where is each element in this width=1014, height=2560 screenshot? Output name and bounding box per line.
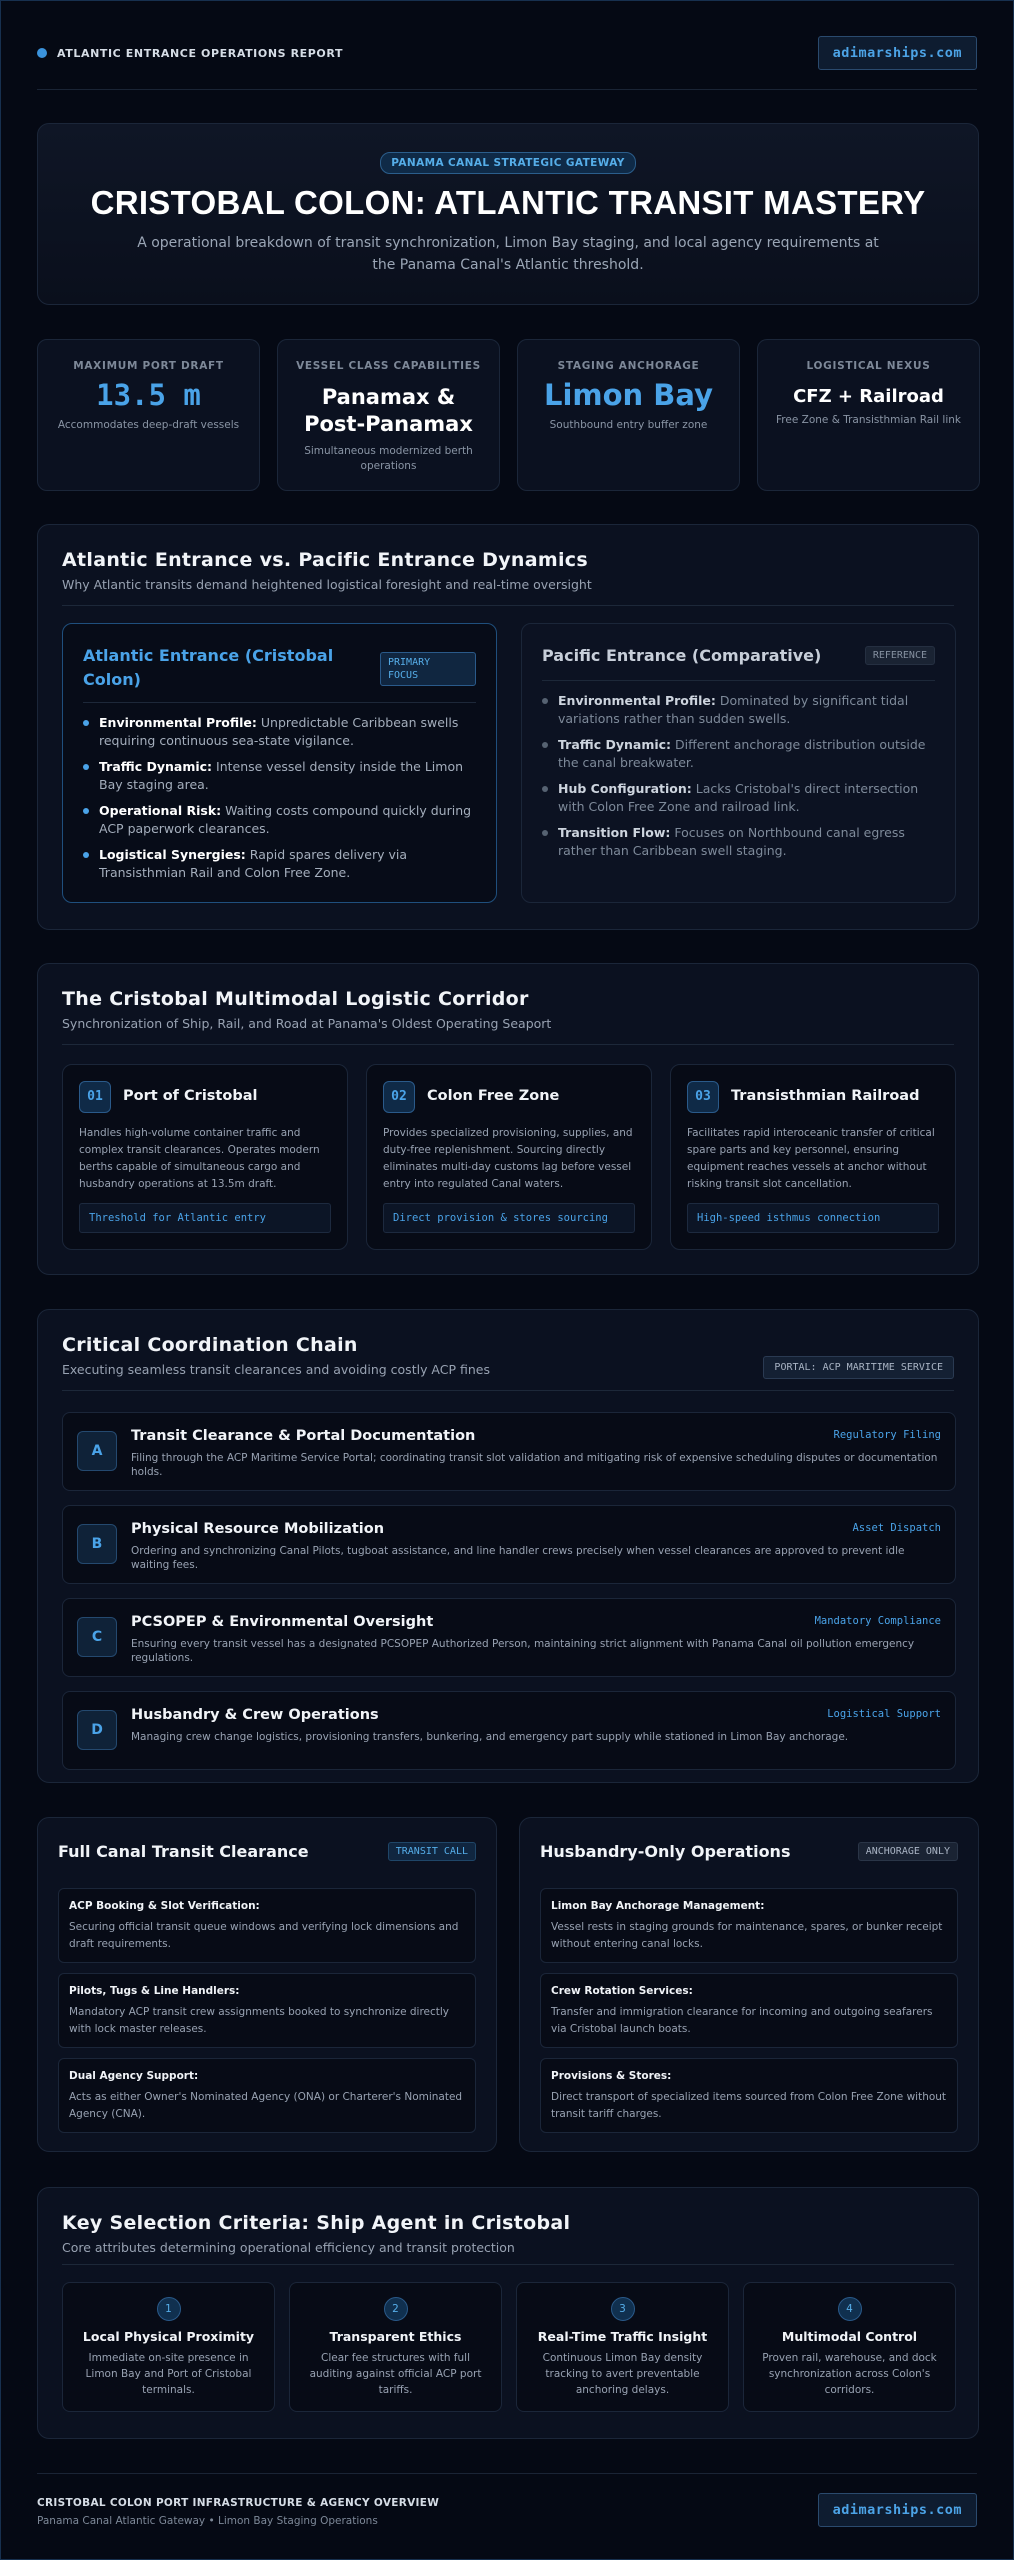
domain-link[interactable]: adimarships.com — [818, 36, 977, 70]
node-desc: Handles high-volume container traffic and complex transit clearances. Operates modern berths capable of simultaneous cargo and husbandry operations at 13.5m draft. — [79, 1127, 320, 1190]
item-label: Logistical Synergies: — [99, 847, 246, 862]
step-letter: B — [77, 1524, 117, 1564]
item-text: Dominated by significant tidal variations rather than sudden swells. — [558, 693, 909, 726]
ops-item-title: Provisions & Stores: — [551, 2070, 672, 2082]
stat-label: LOGISTICAL NEXUS — [806, 360, 931, 372]
panel-title: Full Canal Transit Clearance — [58, 1842, 309, 1861]
section-divider — [62, 1390, 954, 1391]
stat-sub: Simultaneous modernized berth operations — [304, 445, 473, 472]
stat-label: VESSEL CLASS CAPABILITIES — [296, 360, 481, 372]
section-divider — [62, 605, 954, 606]
criteria-desc: Proven rail, warehouse, and dock synchronization across Colon's corridors. — [762, 2352, 937, 2396]
corridor-node-railroad — [670, 1064, 956, 1250]
list-item — [83, 802, 478, 838]
node-desc: Facilitates rapid interoceanic transfer of critical spare parts and key personnel, ensuring equipment reaches vessels at anchor without risking transit slot cancellation. — [687, 1127, 935, 1190]
status-dot-icon — [37, 48, 47, 58]
panel-divider — [542, 680, 935, 681]
node-number: 03 — [687, 1081, 719, 1113]
corridor-node-port — [62, 1064, 348, 1250]
bullet-icon — [542, 786, 548, 792]
transit-call-tag: TRANSIT CALL — [388, 1842, 476, 1861]
corridor-node-free-zone — [366, 1064, 652, 1250]
ops-item-desc: Mandatory ACP transit crew assignments booked to synchronize directly with lock master releases. — [69, 2006, 450, 2035]
item-label: Environmental Profile: — [99, 715, 257, 730]
ops-item-title: Pilots, Tugs & Line Handlers: — [69, 1985, 240, 1997]
chain-step — [62, 1598, 956, 1677]
stat-label: STAGING ANCHORAGE — [557, 360, 700, 372]
ops-item-title: Limon Bay Anchorage Management: — [551, 1900, 765, 1912]
ops-item-title: Dual Agency Support: — [69, 2070, 199, 2082]
stat-value-line1: Panamax & — [321, 385, 456, 409]
criteria-number: 3 — [611, 2297, 635, 2321]
criteria-desc: Continuous Limon Bay density tracking to avert preventable anchoring delays. — [542, 2352, 703, 2396]
item-text: Rapid spares delivery via Transisthmian Rail and Colon Free Zone. — [99, 847, 408, 880]
node-footer: Threshold for Atlantic entry — [79, 1203, 331, 1233]
bullet-icon — [542, 698, 548, 704]
husbandry-ops-panel — [519, 1817, 979, 2152]
hero-title: CRISTOBAL COLON: ATLANTIC TRANSIT MASTERY — [90, 184, 926, 221]
item-label: Traffic Dynamic: — [99, 759, 213, 774]
ops-item — [58, 2058, 476, 2133]
coordination-section — [37, 1309, 979, 1783]
pacific-panel — [521, 623, 956, 903]
criteria-number: 2 — [384, 2297, 408, 2321]
stat-label: MAXIMUM PORT DRAFT — [73, 360, 224, 372]
list-item — [542, 692, 937, 728]
item-label: Traffic Dynamic: — [558, 737, 672, 752]
item-label: Operational Risk: — [99, 803, 222, 818]
atlantic-list — [83, 714, 478, 890]
section-title: Critical Coordination Chain — [62, 1334, 358, 1356]
node-desc: Provides specialized provisioning, supplies, and duty-free replenishment. Sourcing directly eliminates multi-day customs lag before vessel entry into regulated Canal waters. — [383, 1127, 633, 1190]
stat-sub: Free Zone & Transisthmian Rail link — [776, 414, 961, 426]
footer-domain-link[interactable]: adimarships.com — [818, 2493, 977, 2527]
section-subtitle: Executing seamless transit clearances and avoiding costly ACP fines — [62, 1362, 491, 1377]
step-title: Husbandry & Crew Operations — [131, 1707, 379, 1723]
criteria-title: Transparent Ethics — [329, 2329, 462, 2344]
item-text: Focuses on Northbound canal egress rather than Caribbean swell staging. — [558, 825, 905, 858]
pacific-list — [542, 692, 937, 868]
step-category: Asset Dispatch — [852, 1522, 941, 1534]
hero-badge: PANAMA CANAL STRATEGIC GATEWAY — [380, 152, 636, 174]
step-category: Regulatory Filing — [833, 1429, 941, 1441]
node-title: Port of Cristobal — [123, 1088, 258, 1104]
criteria-card — [743, 2282, 956, 2412]
node-title: Transisthmian Railroad — [731, 1088, 920, 1104]
item-text: Lacks Cristobal's direct intersection with Colon Free Zone and railroad link. — [558, 781, 919, 814]
section-title: Key Selection Criteria: Ship Agent in Cristobal — [62, 2212, 571, 2234]
node-footer: High-speed isthmus connection — [687, 1203, 939, 1233]
ops-item — [540, 1973, 958, 2048]
stat-sub: Accommodates deep-draft vessels — [57, 419, 240, 431]
bullet-icon — [542, 742, 548, 748]
stat-card-draft — [37, 339, 260, 491]
section-title: The Cristobal Multimodal Logistic Corridor — [62, 988, 529, 1010]
criteria-card — [289, 2282, 502, 2412]
ops-item-desc: Transfer and immigration clearance for incoming and outgoing seafarers via Cristobal launch boats. — [551, 2006, 933, 2035]
node-number: 01 — [79, 1081, 111, 1113]
panel-title: Husbandry-Only Operations — [540, 1842, 791, 1861]
dynamics-section — [37, 524, 979, 930]
chain-step — [62, 1412, 956, 1491]
list-item — [83, 758, 478, 794]
ops-item-desc: Vessel rests in staging grounds for maintenance, spares, or bunker receipt without entering canal locks. — [551, 1921, 943, 1950]
criteria-title: Real-Time Traffic Insight — [537, 2329, 708, 2344]
item-label: Hub Configuration: — [558, 781, 692, 796]
item-text: Waiting costs compound quickly during ACP paperwork clearances. — [99, 803, 472, 836]
anchorage-only-tag: ANCHORAGE ONLY — [858, 1842, 958, 1861]
step-title: PCSOPEP & Environmental Oversight — [131, 1614, 434, 1630]
footer-subtitle: Panama Canal Atlantic Gateway • Limon Bay Staging Operations — [37, 2515, 378, 2527]
portal-badge: PORTAL: ACP MARITIME SERVICE — [763, 1356, 954, 1379]
panel-title: Pacific Entrance (Comparative) — [542, 646, 822, 665]
bullet-icon — [83, 808, 89, 814]
step-letter: D — [77, 1710, 117, 1750]
stat-value: Limon Bay — [544, 378, 713, 412]
criteria-title: Multimodal Control — [781, 2329, 918, 2344]
item-text: Unpredictable Caribbean swells requiring continuous sea-state vigilance. — [99, 715, 459, 748]
criteria-title: Local Physical Proximity — [82, 2329, 255, 2344]
criteria-number: 1 — [157, 2297, 181, 2321]
stat-value: 13.5 m — [96, 378, 201, 412]
panel-title: Atlantic Entrance (Cristobal Colon) — [83, 646, 334, 689]
section-subtitle: Why Atlantic transits demand heightened logistical foresight and real-time oversight — [62, 577, 592, 592]
item-label: Transition Flow: — [558, 825, 671, 840]
report-header — [37, 35, 977, 71]
section-divider — [62, 1044, 954, 1045]
ops-item-desc: Securing official transit queue windows and verifying lock dimensions and draft requirements. — [69, 1921, 459, 1950]
step-desc: Ensuring every transit vessel has a designated PCSOPEP Authorized Person, maintaining strict alignment with Panama Canal oil pollution emergency regulations. — [131, 1638, 915, 1664]
stat-card-nexus — [757, 339, 980, 491]
ops-item — [58, 1888, 476, 1963]
criteria-number: 4 — [838, 2297, 862, 2321]
item-text: Intense vessel density inside the Limon Bay staging area. — [99, 759, 464, 792]
transit-ops-panel — [37, 1817, 497, 2152]
node-footer: Direct provision & stores sourcing — [383, 1203, 635, 1233]
step-category: Mandatory Compliance — [814, 1615, 941, 1627]
chain-step — [62, 1691, 956, 1770]
step-letter: A — [77, 1431, 117, 1471]
step-title: Transit Clearance & Portal Documentation — [131, 1428, 476, 1444]
step-letter: C — [77, 1617, 117, 1657]
ops-item — [540, 2058, 958, 2133]
list-item — [542, 824, 937, 860]
stat-value — [278, 384, 499, 438]
criteria-desc: Clear fee structures with full auditing against official ACP port tariffs. — [309, 2352, 482, 2396]
step-title: Physical Resource Mobilization — [131, 1521, 385, 1537]
list-item — [542, 736, 937, 772]
ops-item-desc: Direct transport of specialized items sourced from Colon Free Zone without transit tariff charges. — [551, 2091, 947, 2120]
ops-item — [540, 1888, 958, 1963]
bullet-icon — [83, 852, 89, 858]
criteria-section — [37, 2187, 979, 2439]
section-title: Atlantic Entrance vs. Pacific Entrance Dynamics — [62, 549, 588, 571]
stat-value-line2: Post-Panamax — [304, 412, 473, 436]
footer-divider — [37, 2473, 977, 2474]
ops-item-title: Crew Rotation Services: — [551, 1985, 693, 1997]
tag-line: PRIMARY — [388, 657, 431, 668]
ops-item-title: ACP Booking & Slot Verification: — [69, 1900, 260, 1912]
corridor-section — [37, 963, 979, 1275]
step-desc: Managing crew change logistics, provisioning transfers, bunkering, and emergency part supply while stationed in Limon Bay anchorage. — [131, 1731, 849, 1743]
step-category: Logistical Support — [827, 1708, 941, 1720]
chain-step — [62, 1505, 956, 1584]
hero-subtitle: A operational breakdown of transit synchronization, Limon Bay staging, and local agency requirements at the Panama Canal's Atlantic threshold. — [137, 235, 879, 273]
primary-focus-tag — [380, 652, 476, 686]
header-divider — [37, 89, 977, 90]
step-desc: Ordering and synchronizing Canal Pilots, tugboat assistance, and line handler crews precisely when vessel clearances are approved to prevent idle waiting fees. — [131, 1545, 905, 1571]
tag-line: FOCUS — [388, 670, 419, 681]
criteria-card — [62, 2282, 275, 2412]
ops-item-desc: Acts as either Owner's Nominated Agency (ONA) or Charterer's Nominated Agency (CNA). — [69, 2091, 463, 2120]
reference-tag: REFERENCE — [865, 646, 935, 665]
section-subtitle: Synchronization of Ship, Rail, and Road at Panama's Oldest Operating Seaport — [62, 1016, 552, 1031]
criteria-desc: Immediate on-site presence in Limon Bay and Port of Cristobal terminals. — [85, 2352, 252, 2396]
node-title: Colon Free Zone — [427, 1088, 560, 1104]
report-footer — [37, 2493, 977, 2533]
bullet-icon — [83, 720, 89, 726]
hero-card — [37, 123, 979, 305]
bullet-icon — [83, 764, 89, 770]
bullet-icon — [542, 830, 548, 836]
list-item — [83, 846, 478, 882]
header-brand — [37, 47, 343, 60]
footer-title: CRISTOBAL COLON PORT INFRASTRUCTURE & AGENCY OVERVIEW — [37, 2497, 440, 2509]
ops-item — [58, 1973, 476, 2048]
list-item — [83, 714, 478, 750]
atlantic-panel — [62, 623, 497, 903]
stat-sub: Southbound entry buffer zone — [549, 419, 708, 431]
section-divider — [62, 2264, 954, 2265]
step-desc: Filing through the ACP Maritime Service Portal; coordinating transit slot validation and mitigating risk of expensive scheduling disputes or documentation holds. — [131, 1452, 938, 1478]
stat-value: CFZ + Railroad — [793, 386, 944, 407]
criteria-card — [516, 2282, 729, 2412]
list-item — [542, 780, 937, 816]
item-label: Environmental Profile: — [558, 693, 716, 708]
node-number: 02 — [383, 1081, 415, 1113]
stat-card-vessel-class — [277, 339, 500, 491]
item-text: Different anchorage distribution outside the canal breakwater. — [558, 737, 926, 770]
section-subtitle: Core attributes determining operational efficiency and transit protection — [62, 2240, 515, 2255]
report-title: ATLANTIC ENTRANCE OPERATIONS REPORT — [57, 46, 344, 60]
panel-divider — [83, 702, 476, 703]
stat-card-anchorage — [517, 339, 740, 491]
